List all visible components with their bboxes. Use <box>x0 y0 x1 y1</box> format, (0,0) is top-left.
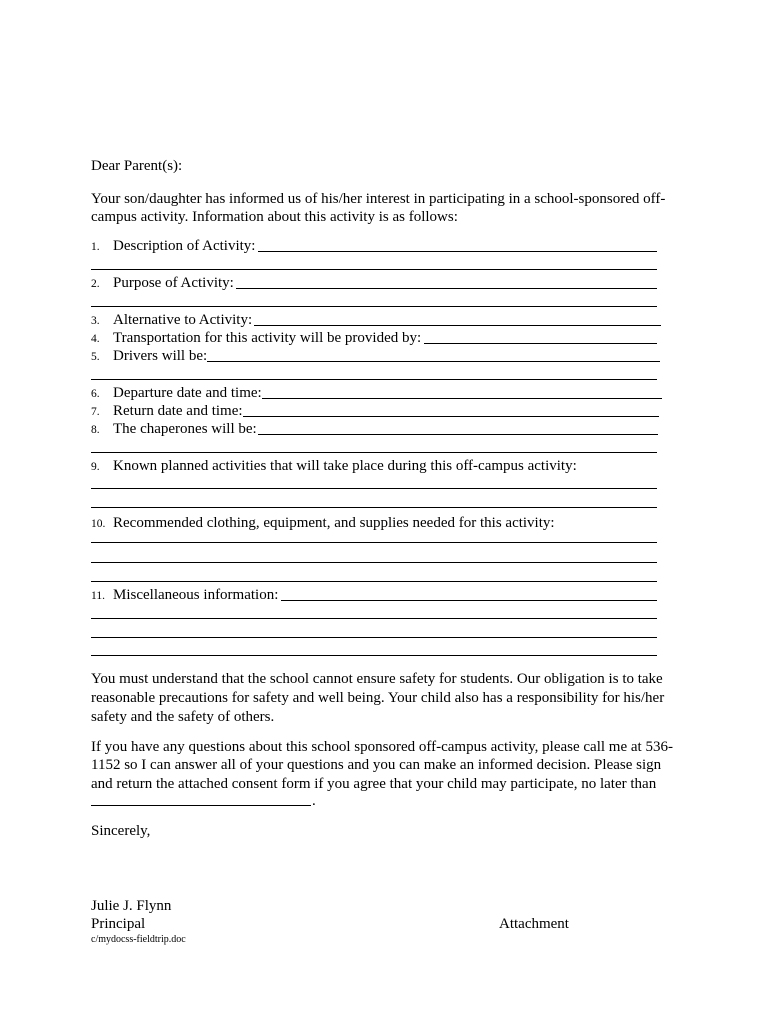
item-label-miscellaneous: Miscellaneous information: <box>113 587 279 603</box>
chaperones-answer-line-2[interactable] <box>91 452 657 453</box>
planned-activities-answer-line-2[interactable] <box>91 507 657 508</box>
item-label-drivers: Drivers will be: <box>113 348 208 364</box>
item-label-transportation: Transportation for this activity will be provided by: <box>113 330 422 346</box>
signer-name: Julie J. Flynn <box>91 898 172 914</box>
item-number: 11. <box>91 590 105 602</box>
item-label-chaperones: The chaperones will be: <box>113 421 257 437</box>
safety-paragraph-line-2: reasonable precautions for safety and well being. Your child also has a responsibility for his/her <box>91 690 665 706</box>
planned-activities-answer-line-1[interactable] <box>91 488 657 489</box>
item-label-description: Description of Activity: <box>113 238 256 254</box>
miscellaneous-answer-line-3[interactable] <box>91 637 657 638</box>
intro-line-1: Your son/daughter has informed us of his/her interest in participating in a school-sponsored off- <box>91 191 666 207</box>
item-number: 10. <box>91 518 106 530</box>
clothing-answer-line-1[interactable] <box>91 542 657 543</box>
questions-paragraph-line-3: and return the attached consent form if you agree that your child may participate, no later than <box>91 776 657 792</box>
miscellaneous-answer-line-2[interactable] <box>91 618 657 619</box>
item-label-departure: Departure date and time: <box>113 385 262 401</box>
item-number: 7. <box>91 406 100 418</box>
chaperones-answer-line[interactable] <box>258 434 658 435</box>
attachment-note: Attachment <box>499 916 569 932</box>
return-answer-line[interactable] <box>243 416 659 417</box>
item-label-alternative: Alternative to Activity: <box>113 312 253 328</box>
item-number: 5. <box>91 351 100 363</box>
salutation: Dear Parent(s): <box>91 158 183 174</box>
intro-line-2: campus activity. Information about this activity is as follows: <box>91 209 458 225</box>
description-answer-line-2[interactable] <box>91 269 657 270</box>
purpose-answer-line-2[interactable] <box>91 306 657 307</box>
item-label-return: Return date and time: <box>113 403 243 419</box>
purpose-answer-line[interactable] <box>236 288 657 289</box>
signer-title: Principal <box>91 916 146 932</box>
item-label-clothing: Recommended clothing, equipment, and supplies needed for this activity: <box>113 515 555 531</box>
deadline-date-line[interactable] <box>91 805 311 806</box>
alternative-answer-line[interactable] <box>254 325 661 326</box>
item-number: 9. <box>91 461 100 473</box>
item-number: 2. <box>91 278 100 290</box>
miscellaneous-answer-line[interactable] <box>281 600 657 601</box>
footer-file-path: c/mydocss-fieldtrip.doc <box>91 934 186 945</box>
description-answer-line[interactable] <box>258 251 657 252</box>
closing: Sincerely, <box>91 823 151 839</box>
safety-paragraph-line-3: safety and the safety of others. <box>91 709 275 725</box>
departure-answer-line[interactable] <box>262 398 662 399</box>
item-number: 8. <box>91 424 100 436</box>
item-number: 3. <box>91 315 100 327</box>
questions-paragraph-line-1: If you have any questions about this school sponsored off-campus activity, please call me at 536- <box>91 739 673 755</box>
item-label-purpose: Purpose of Activity: <box>113 275 234 291</box>
item-number: 6. <box>91 388 100 400</box>
item-label-planned-activities: Known planned activities that will take place during this off-campus activity: <box>113 458 577 474</box>
drivers-answer-line-2[interactable] <box>91 379 657 380</box>
clothing-answer-line-3[interactable] <box>91 581 657 582</box>
questions-paragraph-line-2: 1152 so I can answer all of your questions and you can make an informed decision. Please sign <box>91 757 662 773</box>
miscellaneous-answer-line-4[interactable] <box>91 655 657 656</box>
deadline-period: . <box>312 793 316 809</box>
drivers-answer-line[interactable] <box>207 361 660 362</box>
item-number: 1. <box>91 241 100 253</box>
safety-paragraph-line-1: You must understand that the school cannot ensure safety for students. Our obligation is to take <box>91 671 663 687</box>
transportation-answer-line[interactable] <box>424 343 657 344</box>
clothing-answer-line-2[interactable] <box>91 562 657 563</box>
item-number: 4. <box>91 333 100 345</box>
